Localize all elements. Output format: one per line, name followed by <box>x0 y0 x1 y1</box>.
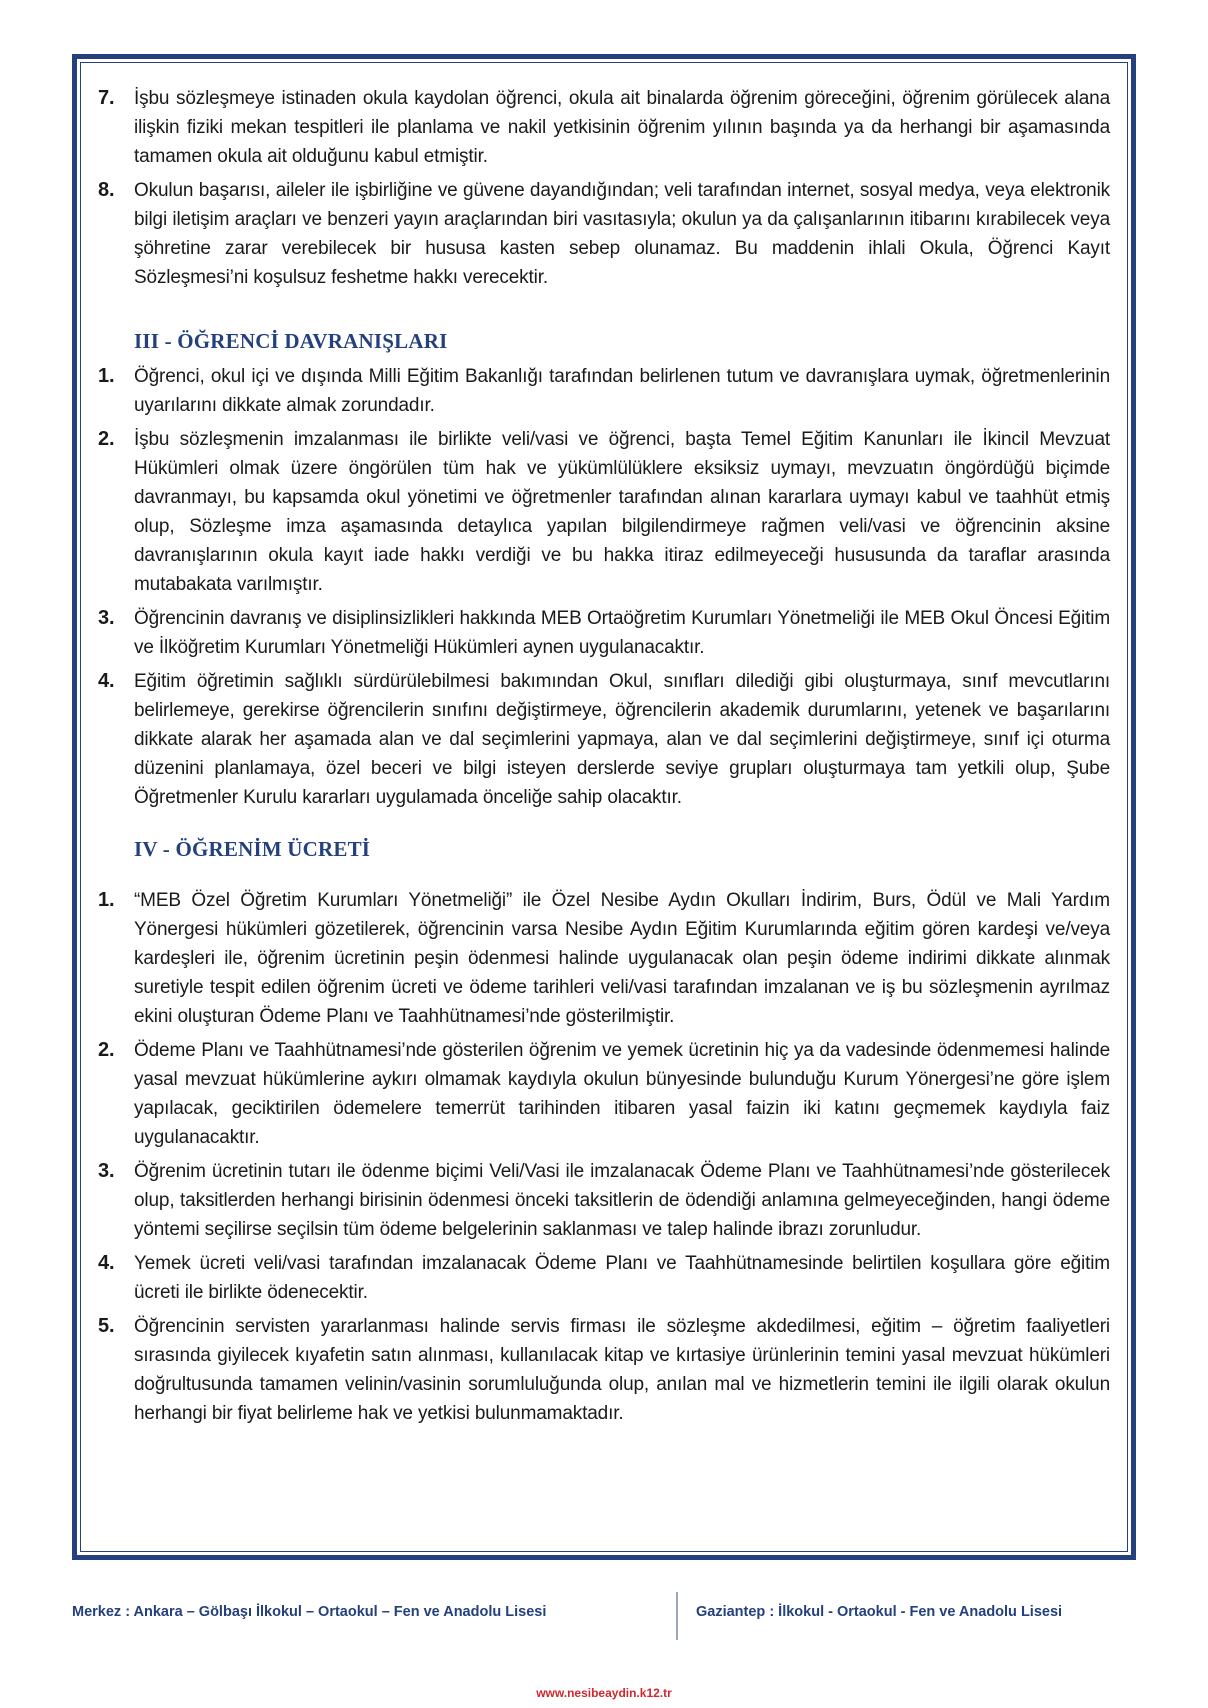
list-item <box>98 1312 1110 1428</box>
item-number: 5. <box>98 1315 115 1337</box>
item-text: Yemek ücreti veli/vasi tarafından imzalanacak Ödeme Planı ve Taahhütnamesinde belirtilen koşullara göre eğitim ücreti ile birlikte ödenecektir. <box>134 1253 1110 1303</box>
item-text: “MEB Özel Öğretim Kurumları Yönetmeliği” ile Özel Nesibe Aydın Okulları İndirim, Burs, Ödül ve Mali Yardım Yönergesi hükümleri gözetilerek, öğrencinin varsa Nesibe Aydın Eğitim Kurumlarında eğitim gören kardeşi ve/veya kardeşleri ile, öğrenim ücretinin peşin ödenmesi halinde uygulanacak olan peşin ödeme indirimi dikkate alınmak suretiyle tespit edilen öğrenim ücreti ve ödeme tarihleri veli/vasi tarafından imzalanan ve iş bu sözleşmenin ayrılmaz ekini oluşturan Ödeme Planı ve Taahhütnamesi’nde gösterilmiştir. <box>134 890 1110 1027</box>
list-item <box>98 886 1110 1031</box>
list-item <box>98 1157 1110 1244</box>
list-item <box>98 1036 1110 1152</box>
list-item <box>98 604 1110 662</box>
list-item <box>98 1249 1110 1307</box>
item-text: Ödeme Planı ve Taahhütnamesi’nde gösterilen öğrenim ve yemek ücretinin hiç ya da vadesinde ödenmemesi halinde yasal mevzuat hükümlerine aykırı olmamak kaydıyla okulun bünyesinde bulunduğu Kurum Yönergesi’ne göre işlem yapılacak, geciktirilen ödemelere temerrüt tarihinden itibaren yasal faizin iki katını geçmemek kaydıyla faiz uygulanacaktır. <box>134 1040 1110 1148</box>
section-title-tuition-fee: IV - ÖĞRENİM ÜCRETİ <box>134 837 371 861</box>
list-item <box>98 667 1110 812</box>
item-number: 2. <box>98 428 115 450</box>
footer-gaziantep-campus: Gaziantep : İlkokul - Ortaokul - Fen ve Anadolu Lisesi <box>696 1604 1063 1620</box>
list-item <box>98 176 1110 292</box>
footer-divider <box>676 1592 678 1640</box>
list-item <box>98 84 1110 171</box>
list-item <box>98 362 1110 420</box>
item-text: Öğrenim ücretinin tutarı ile ödenme biçimi Veli/Vasi ile imzalanacak Ödeme Planı ve Taahhütnamesi’nde gösterilecek olup, taksitlerden herhangi birisinin ödenmesi önceki taksitlerin de ödendiği anlamına gelmeyeceğinden, hangi ödeme yöntemi seçilirse seçilsin tüm ödeme belgelerinin saklanması ve talep halinde ibrazı zorunludur. <box>134 1161 1110 1240</box>
item-text: Öğrencinin davranış ve disiplinsizlikleri hakkında MEB Ortaöğretim Kurumları Yönetmeliği ile MEB Okul Öncesi Eğitim ve İlköğretim Kurumları Yönetmeliği Hükümleri aynen uygulanacaktır. <box>134 608 1110 658</box>
item-text: İşbu sözleşmeye istinaden okula kaydolan öğrenci, okula ait binalarda öğrenim göreceğini, öğrenim görülecek alana ilişkin fiziki mekan tespitleri ile planlama ve nakil yetkisinin öğrenim yılının başında ya da herhangi bir aşamasında tamamen okula ait olduğunu kabul etmiştir. <box>134 88 1110 167</box>
page-footer <box>72 1592 1136 1642</box>
item-number: 4. <box>98 1252 115 1274</box>
footer-ankara-campus: Merkez : Ankara – Gölbaşı İlkokul – Ortaokul – Fen ve Anadolu Lisesi <box>72 1604 547 1620</box>
item-number: 3. <box>98 1160 115 1182</box>
item-text: Öğrenci, okul içi ve dışında Milli Eğitim Bakanlığı tarafından belirlenen tutum ve davranışlara uymak, öğretmenlerinin uyarılarını dikkate almak zorundadır. <box>134 366 1110 416</box>
item-number: 3. <box>98 607 115 629</box>
item-text: Eğitim öğretimin sağlıklı sürdürülebilmesi bakımından Okul, sınıfları dilediği gibi oluşturmaya, sınıf mevcutlarını belirlemeye, gerekirse öğrencilerin sınıfını değiştirmeye, öğrencilerin akademik durumlarını, yetenek ve başarılarını dikkate alarak her aşamada alan ve dal seçimlerini yapmaya, alan ve dal seçimlerini değiştirmeye, sınıf içi oturma düzenini planlamaya, özel beceri ve bilgi isteyen derslerde seviye grupları oluşturmaya tam yetkili olup, Şube Öğretmenler Kurulu kararları uygulamada önceliğe sahip olacaktır. <box>134 671 1110 808</box>
section-title-student-behaviour: III - ÖĞRENCİ DAVRANIŞLARI <box>134 329 448 353</box>
item-number: 7. <box>98 87 115 109</box>
document-body <box>98 84 1110 1433</box>
item-text: İşbu sözleşmenin imzalanması ile birlikte veli/vasi ve öğrenci, başta Temel Eğitim Kanunları ile İkincil Mevzuat Hükümleri olmak üzere öngörülen tüm hak ve yükümlülüklere eksiksiz uymayı, mevzuatın öngördüğü biçimde davranmayı, bu kapsamda okul yönetimi ve öğretmenler tarafından alınan kararlara uymayı kabul ve taahhüt etmiş olup, Sözleşme imza aşamasında detaylıca yapılan bilgilendirmeye rağmen veli/vasi ve öğrencinin aksine davranışlarının okula kayıt iade hakkı verdiği ve bu hakka itiraz edilmeyeceği hususunda da taraflar arasında mutabakata varılmıştır. <box>134 429 1110 595</box>
item-number: 2. <box>98 1039 115 1061</box>
item-text: Okulun başarısı, aileler ile işbirliğine ve güvene dayandığından; veli tarafından internet, sosyal medya, veya elektronik bilgi iletişim araçları ve benzeri yayın araçlarından biri vasıtasıyla; okulun ya da çalışanlarının itibarını kırabilecek veya şöhretine zarar verebilecek bir hususa kasten sebep olunamaz. Bu maddenin ihlali Okula, Öğrenci Kayıt Sözleşmesi’ni koşulsuz feshetme hakkı verecektir. <box>134 180 1110 288</box>
item-text: Öğrencinin servisten yararlanması halinde servis firması ile sözleşme akdedilmesi, eğitim – öğretim faaliyetleri sırasında giyilecek kıyafetin satın alınması, kullanılacak kitap ve kırtasiye ürünlerinin temini yasal mevzuat hükümleri doğrultusunda tamamen velinin/vasinin sorumluluğunda olup, anılan mal ve hizmetlerin temini ile ilgili olarak okulun herhangi bir fiyat belirleme hak ve yetkisi bulunmamaktadır. <box>134 1316 1110 1424</box>
website-link[interactable]: www.nesibeaydin.k12.tr <box>536 1686 672 1700</box>
item-number: 1. <box>98 889 115 911</box>
list-item <box>98 425 1110 599</box>
item-number: 8. <box>98 179 115 201</box>
item-number: 1. <box>98 365 115 387</box>
item-number: 4. <box>98 670 115 692</box>
